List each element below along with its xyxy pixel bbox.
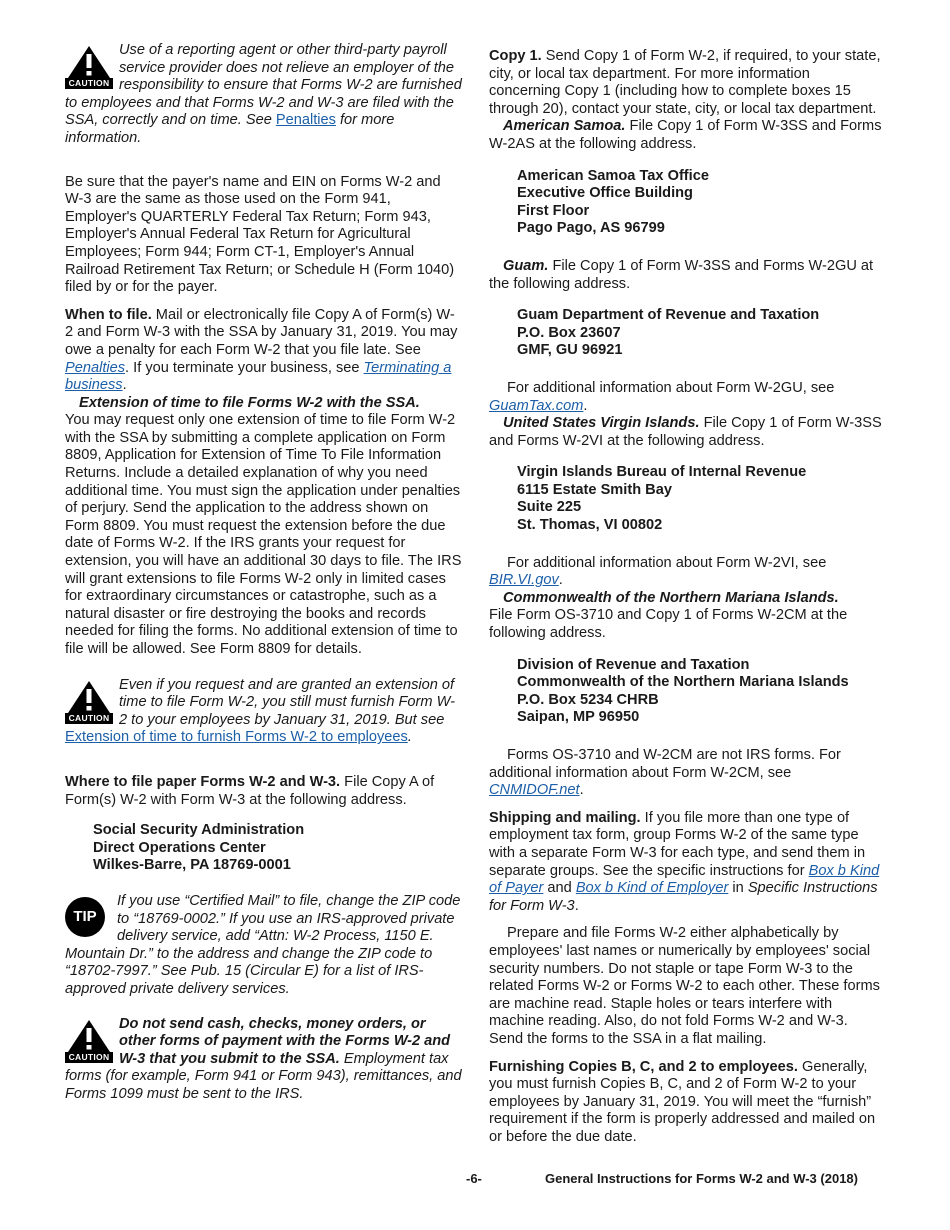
copy1-paragraph	[489, 48, 884, 118]
caution-text-end: for more information.	[65, 112, 395, 146]
payer-paragraph: Be sure that the payer's name and EIN on Forms W-2 and W-3 are the same as those used on the Form 941, Employer's QUARTERLY Federal Tax Return; Form 943, Employer's Annual Federal Tax Return for Agricultural Employees; Form 944; Form CT-1, Employer's Annual Railroad Retirement Tax Return; or Schedule H (Form 1040) filed by or for the payer.	[65, 173, 455, 296]
cnmi-heading: Commonwealth of the Northern Mariana Islands.	[503, 589, 839, 606]
guamtax-link[interactable]: GuamTax.com	[489, 397, 584, 414]
guam-info-end: .	[583, 397, 588, 414]
caution-bold-text: Do not send cash, checks, money orders, or other forms of payment with the Forms W-2 and W-3 that you submit to the SSA.	[119, 1015, 451, 1067]
caution-icon	[65, 680, 113, 726]
caution-text-end: .	[407, 729, 412, 746]
usvi-info-text: For additional information about Form W-2VI, see	[507, 554, 827, 571]
address-line: First Floor	[517, 202, 590, 219]
samoa-heading: American Samoa.	[503, 118, 626, 135]
address-line: GMF, GU 96921	[517, 342, 623, 359]
penalties-link[interactable]: Penalties	[275, 112, 336, 129]
when-to-file-text-3: .	[122, 377, 127, 394]
prepare-paragraph: Prepare and file Forms W-2 either alphabetically by employees' last names or numerically by employees' social security numbers. Do not staple or tape Form W-3 to the related Forms W-2 or Forms W-2 to each other. These forms are machine read. Staple holes or tears interfere with machine reading. Also, do not fold Forms W-2 and W-3. Send the forms to the SSA in a flat mailing.	[489, 925, 880, 1047]
where-to-file-text: File Copy A of Form(s) W-2 with Form W-3 at the following address.	[65, 773, 435, 808]
guam-info-paragraph	[489, 380, 884, 415]
shipping-heading: Shipping and mailing.	[489, 809, 641, 826]
tip-callout	[65, 893, 462, 999]
caution-label: CAUTION	[65, 713, 113, 724]
extension-heading	[65, 395, 462, 413]
tip-text: If you use “Certified Mail” to file, change the ZIP code to “18769-0002.” If you use an IRS-approved private delivery service, add “Attn: W-2 Process, 1150 E. Mountain Dr.” to the address and change the ZIP code to “18702-7997.” See Pub. 15 (Circular E) for a list of IRS-approved private delivery services.	[65, 892, 461, 997]
usvi-info-paragraph	[489, 555, 884, 590]
shipping-text-4: .	[574, 897, 579, 914]
address-line: St. Thomas, VI 00802	[517, 517, 663, 534]
usvi-heading: United States Virgin Islands.	[503, 415, 700, 432]
where-to-file-heading: Where to file paper Forms W-2 and W-3.	[65, 773, 341, 790]
extension-heading-text: Extension of time to file Forms W-2 with the SSA.	[79, 394, 420, 411]
address-line: Commonwealth of the Northern Mariana Islands	[517, 674, 849, 691]
tip-icon	[65, 897, 109, 939]
guam-info-text: For additional information about Form W-2GU, see	[507, 379, 835, 396]
caution-text: Even if you request and are granted an extension of time to file Form W-2, you still must furnish Form W-2 to your employees by January 31, 2019. But see	[119, 676, 455, 728]
usvi-info-end: .	[558, 572, 563, 589]
left-column	[65, 42, 462, 1103]
extension-paragraph: You may request only one extension of time to file Form W-2 with the SSA by submitting a complete application on Form 8809, Application for Extension of Time To File Information Returns. Include a detailed explanation of why you need additional time. You must sign the application under penalties of perjury. Send the application to the address shown on Form 8809. You must request the extension before the due date of Forms W-2. If the IRS grants your request for extension, you will have an additional 30 days to file. The IRS will grant extensions to file Forms W-2 only in limited cases for extraordinary circumstances or catastrophe, such as a natural disaster or fire destroying the books and records needed for filing the forms. No additional extension of time to file will be allowed. See Form 8809 for details.	[65, 412, 462, 657]
address-line: P.O. Box 23607	[517, 324, 621, 341]
caution-callout-payments	[65, 1016, 462, 1104]
address-line: Pago Pago, AS 96799	[517, 220, 665, 237]
caution-label: CAUTION	[65, 78, 113, 89]
cnmi-info-end: .	[579, 782, 584, 799]
address-line: Guam Department of Revenue and Taxation	[517, 307, 820, 324]
page-number: -6-	[466, 1171, 482, 1186]
copy1-heading: Copy 1.	[489, 48, 542, 64]
address-line: P.O. Box 5234 CHRB	[517, 691, 659, 708]
terminating-business-link[interactable]: Terminating a business	[65, 359, 452, 394]
address-line: Division of Revenue and Taxation	[517, 656, 750, 673]
address-line: Executive Office Building	[517, 185, 693, 202]
cnmi-info-paragraph	[489, 747, 884, 800]
guam-text: File Copy 1 of Form W-3SS and Forms W-2GU at the following address.	[489, 257, 874, 292]
cnmi-heading-line	[489, 590, 884, 608]
caution-callout-extension	[65, 677, 462, 747]
tip-label: TIP	[65, 897, 105, 937]
ssa-address	[93, 822, 462, 875]
specific-instructions-ref: Specific Instructions for Form W-3	[489, 880, 878, 914]
usvi-paragraph	[489, 415, 884, 450]
guam-address	[517, 307, 884, 360]
right-column	[489, 48, 884, 1146]
copy1-text: Send Copy 1 of Form W-2, if required, to your state, city, or local tax department. For more information concerning Copy 1 (including how to complete boxes 15 through 20), contact your state, city, or local tax department.	[489, 48, 881, 117]
furnishing-paragraph	[489, 1059, 884, 1147]
shipping-text-2: and	[543, 880, 576, 897]
address-line: 6115 Estate Smith Bay	[517, 481, 672, 498]
bir-vi-link[interactable]: BIR.VI.gov	[489, 572, 559, 589]
kind-of-employer-link[interactable]: Box b Kind of Employer	[575, 880, 729, 897]
when-to-file-text-2: . If you terminate your business, see	[125, 359, 364, 376]
when-to-file-text: Mail or electronically file Copy A of Form(s) W-2 and Form W-3 with the SSA by January 31, 2019. You may owe a penalty for each Form W-2 that you file late. See	[65, 306, 458, 358]
cnmi-info-text: Forms OS-3710 and W-2CM are not IRS forms. For additional information about Form W-2CM, see	[489, 747, 841, 781]
shipping-text-3: in	[728, 880, 748, 897]
cnmi-address	[517, 657, 884, 727]
caution-icon	[65, 1019, 113, 1065]
furnishing-text: Generally, you must furnish Copies B, C, and 2 of Form W-2 to your employees by January 31, 2019. You will meet the “furnish” requirement if the form is properly addressed and mailed on or before the due date.	[489, 1058, 876, 1145]
extension-furnish-link[interactable]: Extension of time to furnish Forms W-2 to employees	[65, 729, 408, 746]
samoa-address	[517, 168, 884, 238]
where-to-file-paragraph	[65, 774, 462, 809]
caution-label: CAUTION	[65, 1052, 113, 1063]
caution-text: Use of a reporting agent or other third-party payroll service provider does not relieve an employer of the responsibility to ensure that Forms W-2 are furnished to employees and that Forms W-2 and W-3 are filed with the SSA, correctly and on time. See	[65, 42, 462, 129]
furnishing-heading: Furnishing Copies B, C, and 2 to employees.	[489, 1058, 798, 1075]
samoa-paragraph	[489, 118, 884, 153]
address-line: Suite 225	[517, 499, 582, 516]
caution-text: Employment tax forms (for example, Form 941 or Form 943), remittances, and Forms 1099 must be sent to the IRS.	[65, 1050, 462, 1102]
address-line: Saipan, MP 96950	[517, 709, 640, 726]
cnmidof-link[interactable]: CNMIDOF.net	[489, 782, 580, 799]
caution-icon	[65, 45, 113, 91]
address-line: Social Security Administration	[93, 822, 305, 839]
cnmi-text: File Form OS-3710 and Copy 1 of Forms W-2CM at the following address.	[489, 607, 848, 642]
guam-heading: Guam.	[503, 257, 549, 274]
when-to-file-heading: When to file.	[65, 306, 152, 323]
address-line: American Samoa Tax Office	[517, 167, 709, 184]
caution-callout-reporting-agent	[65, 42, 462, 148]
samoa-text: File Copy 1 of Form W-3SS and Forms W-2AS at the following address.	[489, 118, 882, 152]
shipping-text: If you file more than one type of employment tax form, group Forms W-2 of the same type with a separate Form W-3 for each type, and send them in separate groups. See the specific instructions for	[489, 809, 866, 879]
usvi-text: File Copy 1 of Form W-3SS and Forms W-2VI at the following address.	[489, 415, 882, 449]
address-line: Direct Operations Center	[93, 839, 266, 856]
guam-paragraph	[489, 258, 884, 293]
footer-title: General Instructions for Forms W-2 and W-3 (2018)	[545, 1171, 858, 1186]
shipping-paragraph	[489, 810, 884, 916]
penalties-link-2[interactable]: Penalties	[65, 359, 126, 376]
when-to-file-paragraph	[65, 307, 462, 395]
address-line: Virgin Islands Bureau of Internal Revenue	[517, 464, 807, 481]
address-line: Wilkes-Barre, PA 18769-0001	[93, 857, 291, 874]
kind-of-payer-link[interactable]: Box b Kind of Payer	[489, 862, 880, 897]
usvi-address	[517, 464, 884, 534]
